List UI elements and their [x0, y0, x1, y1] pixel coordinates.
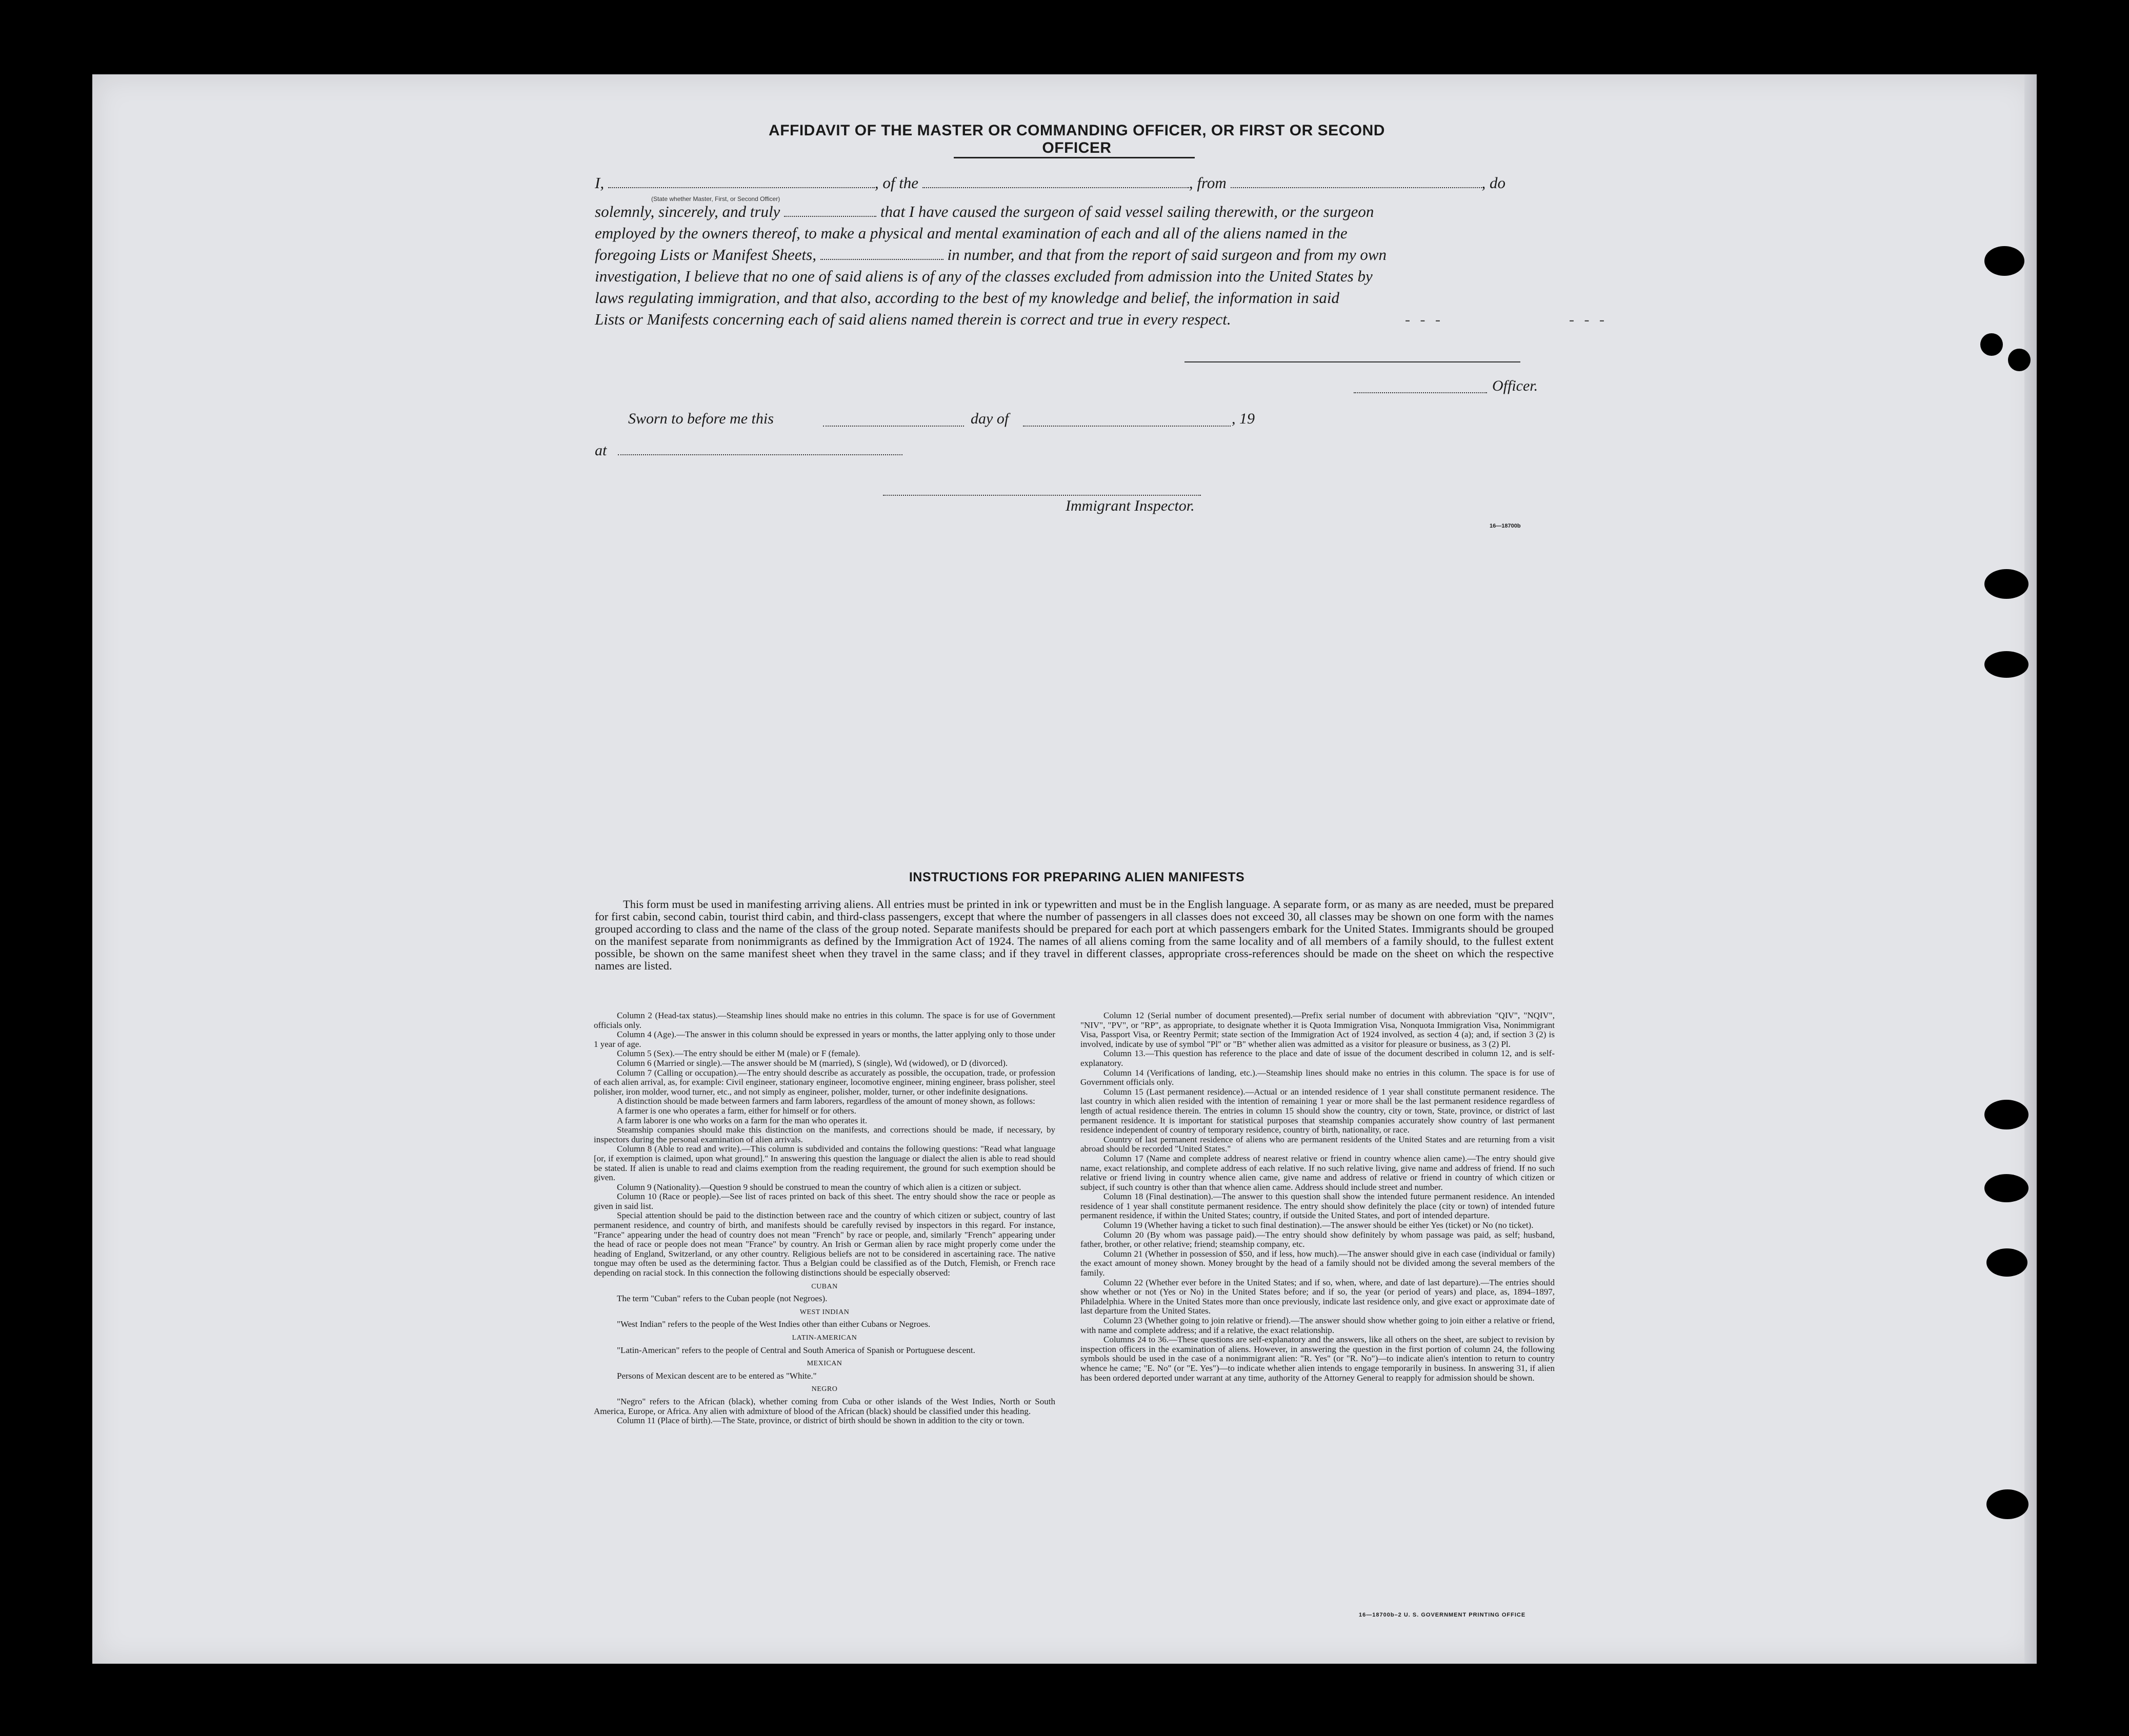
- officer-label: Officer.: [1492, 377, 1538, 394]
- race-heading: CUBAN: [811, 1282, 838, 1290]
- punch-hole: [1984, 246, 2024, 276]
- sheet-count-blank[interactable]: [820, 249, 943, 260]
- instruction-paragraph: A farm laborer is one who works on a farm for the man who operates it.: [617, 1115, 868, 1125]
- instruction-paragraph: Column 22 (Whether ever before in the United States; and if so, when, where, and date of last departure).—The entries should show whether or not (Yes or No) in the United States before; and if so, the year (or period of years) and place, as, 1894–1897, Philadelphia. Where in the United States more than once previously, indicate last residence only, and give exact or approximate date of last departure from the United States.: [1080, 1277, 1555, 1316]
- oath-word-blank[interactable]: [784, 206, 876, 217]
- instructions-right-column: [1080, 1011, 1555, 1383]
- affidavit-line-3: employed by the owners thereof, to make a physical and mental examination of each and all of the aliens named in the: [595, 224, 1348, 242]
- race-heading: WEST INDIAN: [799, 1308, 850, 1316]
- at-label: at: [595, 442, 607, 459]
- port-from-blank[interactable]: [1231, 177, 1482, 188]
- instruction-paragraph: Columns 24 to 36.—These questions are self-explanatory and the answers, like all others on the sheet, are subject to revision by inspection officers in the examination of aliens. However, in answering the question in the first portion of column 24, the following symbols should be used in the case of a nonimmigrant alien: "R. Yes" (or "R. No")—to indicate alien's intention to return to country whence he came; "E. No" (or "E. Yes")—to indicate whether alien intends to engage temporarily in business. In answering 31, if alien has been ordered deported under warrant at any time, authority of the Attorney General to reapply for admission should be shown.: [1080, 1335, 1555, 1383]
- instruction-paragraph: Column 5 (Sex).—The entry should be either M (male) or F (female).: [617, 1048, 860, 1059]
- sworn-day-label: day of: [971, 410, 1009, 427]
- printing-office-footer: 16—18700b–2 U. S. GOVERNMENT PRINTING OFFICE: [1359, 1612, 1526, 1618]
- instruction-paragraph: Column 12 (Serial number of document presented).—Prefix serial number of document with abbreviation "QIV", "NQIV", "NIV", "PV", or "RP", as appropriate, to designate whether it is Quota Immigration Visa, Nonquota Immigration Visa, Nonimmigrant Visa, Passport Visa, or Reentry Permit; state section of the Immigration Act of 1924 involved, as section 4 (a); and, if section 3 (2) is involved, indicate by use of symbol "Pl" or "B" whether alien was admitted as a visitor for pleasure or business, as 3 (2) Pl.: [1080, 1011, 1555, 1049]
- punch-hole: [1986, 1248, 2027, 1277]
- sworn-place-line[interactable]: [618, 454, 902, 455]
- instruction-paragraph: Country of last permanent residence of aliens who are permanent residents of the United States and are returning from a visit abroad should be recorded "United States.": [1080, 1134, 1555, 1154]
- instruction-paragraph: Column 8 (Able to read and write).—This column is subdivided and contains the following questions: "Read what language [or, if exemption is claimed, upon what ground]." In answering this question the language or dialect the alien is able to read should be stated. If alien is unable to read and claims exemption from the reading requirement, the ground for such exemption should be given.: [594, 1144, 1055, 1183]
- instruction-paragraph: Column 18 (Final destination).—The answer to this question shall show the intended future permanent residence. An intended residence of 1 year shall constitute permanent residence. The entry should show definitely the place (city or town) of intended future permanent residence, if within the United States; country, if outside the United States, and port of intended departure.: [1080, 1192, 1555, 1221]
- form-code: 16—18700b: [1490, 523, 1521, 529]
- inspector-signature-line[interactable]: [883, 495, 1201, 496]
- punch-hole: [2008, 349, 2031, 371]
- instructions-intro: This form must be used in manifesting arriving aliens. All entries must be printed in ink or typewritten and must be in the English language. A separate form, or as many as are needed, must be prepared for first cabin, second cabin, tourist third cabin, and third-class passengers, except that where the number of passengers in all classes does not exceed 30, all classes may be shown on one form with the names grouped according to class and the name of the class of the group noted. Separate manifests should be prepared for each port at which passengers embark for the United States. Immigrants should be grouped on the manifest separate from nonimmigrants as defined by the Immigration Act of 1924. The names of all aliens coming from the same locality and of all members of a family should, to the fullest extent possible, be shown on the same manifest sheet when they travel in the same class; and if they travel in different classes, appropriate cross-references should be made on the sheet on which the respective names are listed.: [595, 898, 1554, 972]
- affidavit-line-2: solemnly, sincerely, and truly that I have caused the surgeon of said vessel sailing therewith, or the surgeon: [595, 203, 1374, 220]
- race-heading: LATIN-AMERICAN: [792, 1334, 857, 1342]
- punch-hole: [1984, 1174, 2028, 1202]
- title-rule: [954, 157, 1195, 158]
- vessel-name-blank[interactable]: [922, 177, 1189, 188]
- race-heading: NEGRO: [811, 1385, 838, 1394]
- instruction-paragraph: Column 15 (Last permanent residence).—Actual or an intended residence of 1 year shall constitute permanent residence. The last country in which alien resided with the intention of remaining 1 year or more shall be the last permanent residence regardless of length of actual residence therein. The entries in column 15 should show the country, city or town, State, province, or district of last permanent residence. It is important for statistical purposes that steamship companies accurately show country of last permanent residence independent of country of temporary residence, country of birth, nationality, or race.: [1080, 1086, 1555, 1135]
- officer-rank-blank[interactable]: [608, 177, 875, 188]
- race-heading: MEXICAN: [807, 1360, 842, 1368]
- instruction-paragraph: The term "Cuban" refers to the Cuban people (not Negroes).: [617, 1294, 828, 1304]
- instruction-paragraph: Column 13.—This question has reference to the place and date of issue of the document described in column 12, and is self-explanatory.: [1080, 1048, 1555, 1068]
- instruction-paragraph: Column 17 (Name and complete address of nearest relative or friend in country whence alien came).—The entry should give name, exact relationship, and complete address of each relative. If no such relative living, give name and address of friend. If no such relative or friend living in country whence alien came, give name and address of relative or friend in country of which citizen or subject, if such country is other than that whence alien came. Address should include street and number.: [1080, 1153, 1555, 1192]
- affidavit-line-4: foregoing Lists or Manifest Sheets, in number, and that from the report of said surgeon and from my own: [595, 246, 1387, 264]
- punch-hole: [1984, 569, 2028, 599]
- ink-smudge: - - -: [1569, 311, 1608, 328]
- sworn-year-label: , 19: [1232, 410, 1255, 427]
- officer-title-line[interactable]: [1354, 392, 1487, 393]
- inspector-label: Immigrant Inspector.: [1066, 497, 1195, 514]
- instructions-left-column: [594, 1011, 1055, 1426]
- instruction-paragraph: Column 10 (Race or people).—See list of races printed on back of this sheet. The entry should show the race or people as given in said list.: [594, 1192, 1055, 1211]
- instruction-paragraph: Steamship companies should make this distinction on the manifests, and corrections should be made, if necessary, by inspectors during the personal examination of alien arrivals.: [594, 1125, 1055, 1144]
- instruction-paragraph: Column 19 (Whether having a ticket to such final destination).—The answer should be either Yes (ticket) or No (no ticket).: [1103, 1220, 1534, 1230]
- instruction-paragraph: Column 11 (Place of birth).—The State, province, or district of birth should be shown in addition to the city or town.: [617, 1416, 1025, 1426]
- instruction-paragraph: Persons of Mexican descent are to be entered as "White.": [617, 1370, 817, 1381]
- instruction-paragraph: A distinction should be made between farmers and farm laborers, regardless of the amount of money shown, as follows:: [617, 1096, 1035, 1106]
- instruction-paragraph: Column 7 (Calling or occupation).—The entry should describe as accurately as possible, the occupation, trade, or profession of each alien arrival, as, for example: Civil engineer, stationary engineer, locomotive engineer, mining engineer, brass polisher, steel polisher, iron molder, wood turner, etc., and not simply as engineer, polisher, molder, turner, or other indefinite designations.: [594, 1067, 1055, 1097]
- officer-rank-note: (State whether Master, First, or Second Officer): [651, 195, 780, 203]
- instruction-paragraph: A farmer is one who operates a farm, either for himself or for others.: [617, 1105, 856, 1116]
- affidavit-line-5: investigation, I believe that no one of said aliens is of any of the classes excluded from admission into the United States by: [595, 267, 1373, 285]
- punch-hole: [1986, 1489, 2028, 1519]
- sworn-label: Sworn to before me this: [628, 410, 774, 427]
- instruction-paragraph: Column 20 (By whom was passage paid).—The entry should show definitely by whom passage was paid, as self; husband, father, brother, or other relative; friend; steamship company, etc.: [1080, 1229, 1555, 1249]
- instruction-paragraph: "Negro" refers to the African (black), whether coming from Cuba or other islands of the West Indies, North or South America, Europe, or Africa. Any alien with admixture of blood of the African (black) should be classified under this heading.: [594, 1396, 1055, 1416]
- affidavit-line-1: I, , of the , from , do: [595, 174, 1505, 192]
- affidavit-line-6: laws regulating immigration, and that also, according to the best of my knowledge and belief, the information in said: [595, 289, 1340, 307]
- instruction-paragraph: Column 23 (Whether going to join relative or friend).—The answer should show whether going to join either a relative or friend, with name and complete address; and if a relative, the exact relationship.: [1080, 1316, 1555, 1335]
- binding-edge: [2024, 74, 2037, 1664]
- instruction-paragraph: Column 21 (Whether in possession of $50, and if less, how much).—The answer should give in each case (individual or family) the exact amount of money shown. Money brought by the head of a family should not be divided among the several members of the family.: [1080, 1248, 1555, 1278]
- instruction-paragraph: Column 4 (Age).—The answer in this column should be expressed in years or months, the latter applying only to those under 1 year of age.: [594, 1030, 1055, 1049]
- ink-smudge: - - -: [1405, 311, 1443, 328]
- punch-hole: [1984, 1100, 2028, 1129]
- instruction-paragraph: "Latin-American" refers to the people of Central and South America of Spanish or Portuguese descent.: [617, 1345, 975, 1355]
- instruction-paragraph: Column 14 (Verifications of landing, etc.).—Steamship lines should make no entries in this column. The space is for use of Government officials only.: [1080, 1067, 1555, 1087]
- punch-hole: [1980, 333, 2003, 356]
- instruction-paragraph: Column 6 (Married or single).—The answer should be M (married), S (single), Wd (widowed), or D (divorced).: [617, 1058, 1008, 1068]
- instruction-paragraph: "West Indian" refers to the people of the West Indies other than either Cubans or Negroes.: [617, 1319, 931, 1329]
- affidavit-line-7: Lists or Manifests concerning each of said aliens named therein is correct and true in every respect.: [595, 310, 1231, 328]
- instructions-title: INSTRUCTIONS FOR PREPARING ALIEN MANIFESTS: [909, 870, 1245, 884]
- instruction-paragraph: Column 9 (Nationality).—Question 9 should be construed to mean the country of which alien is a citizen or subject.: [617, 1182, 1021, 1192]
- instruction-paragraph: Column 2 (Head-tax status).—Steamship lines should make no entries in this column. The space is for use of Government officials only.: [594, 1011, 1055, 1030]
- punch-hole: [1984, 651, 2028, 678]
- sworn-day-line[interactable]: [823, 426, 964, 427]
- sworn-month-line[interactable]: [1023, 426, 1231, 427]
- affidavit-title: AFFIDAVIT OF THE MASTER OR COMMANDING OFFICER, OR FIRST OR SECOND OFFICER: [769, 122, 1385, 156]
- instruction-paragraph: Special attention should be paid to the distinction between race and the country of which citizen or subject, country of last permanent residence, and country of birth, and manifests should be carefully revised by inspectors in this regard. For instance, "France" appearing under the head of country does not mean "French" by race or people, and, similarly "French" appearing under the head of race or people does not mean "France" by country. An Irish or German alien by race might properly come under the heading of England, Switzerland, or any other country. Religious beliefs are not to be considered in ascertaining race. The native tongue may often be used as the determining factor. Thus a Belgian could be classified as of the Dutch, Flemish, or French race depending on racial stock. In this connection the following distinctions should be especially observed:: [594, 1210, 1055, 1278]
- officer-signature-line[interactable]: [1184, 361, 1520, 362]
